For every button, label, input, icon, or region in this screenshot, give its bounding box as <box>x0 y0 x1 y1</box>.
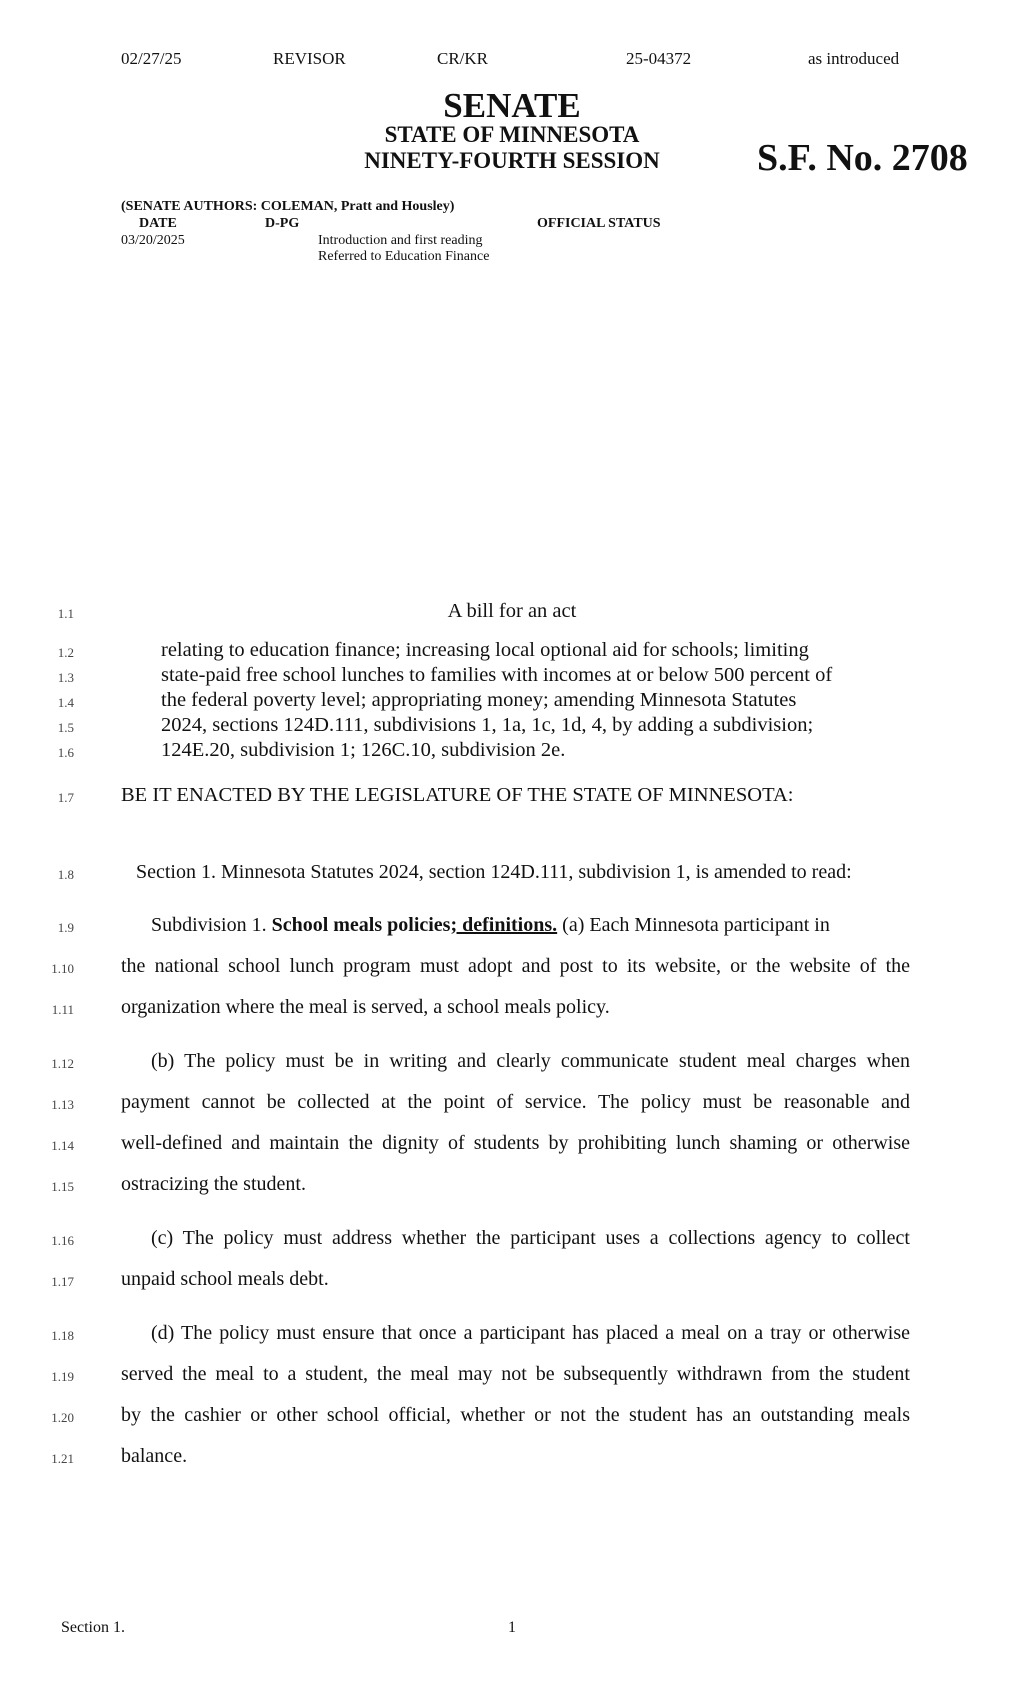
chamber-title: SENATE <box>443 86 581 125</box>
title-line: the federal poverty level; appropriating money; amending Minnesota Statutes <box>161 689 797 711</box>
title-line: state-paid free school lunches to families with incomes at or below 500 percent of <box>161 664 833 686</box>
line-number: 1.9 <box>57 920 74 935</box>
title-line: 124E.20, subdivision 1; 126C.10, subdivision 2e. <box>161 739 566 761</box>
file-number: S.F. No. 2708 <box>757 137 968 179</box>
official-status-column-label: OFFICIAL STATUS <box>537 216 661 231</box>
line-number: 1.3 <box>57 670 74 685</box>
status-entry-action: Introduction and first reading <box>318 233 483 248</box>
line-number: 1.2 <box>57 645 74 660</box>
line-number: 1.17 <box>51 1274 74 1289</box>
body-line: (c) The policy must address whether the participant uses a collections agency to collect <box>151 1227 910 1249</box>
section-heading: Section 1. Minnesota Statutes 2024, section 124D.111, subdivision 1, is amended to read: <box>136 861 852 883</box>
line-number: 1.16 <box>51 1233 74 1248</box>
dpg-column-label: D-PG <box>265 216 300 231</box>
header-status: as introduced <box>808 49 900 68</box>
line-number: 1.18 <box>51 1328 74 1343</box>
date-column-label: DATE <box>139 216 177 231</box>
inserted-text: ; definitions. <box>450 914 558 936</box>
body-line: well-defined and maintain the dignity of students by prohibiting lunch shaming or otherwise <box>121 1132 910 1154</box>
title-line: relating to education finance; increasing local optional aid for schools; limiting <box>161 639 809 661</box>
line-number: 1.1 <box>57 606 74 621</box>
header-initials: CR/KR <box>437 49 489 68</box>
status-entry-referral: Referred to Education Finance <box>318 249 490 264</box>
header-date: 02/27/25 <box>121 49 182 68</box>
body-line: organization where the meal is served, a school meals policy. <box>121 996 610 1018</box>
enacting-clause: BE IT ENACTED BY THE LEGISLATURE OF THE STATE OF MINNESOTA: <box>121 784 794 806</box>
body-line: unpaid school meals debt. <box>121 1268 329 1290</box>
body-line: payment cannot be collected at the point of service. The policy must be reasonable and <box>121 1091 910 1113</box>
subdivision-text: (a) Each Minnesota participant in <box>557 914 830 936</box>
line-number: 1.11 <box>51 1002 74 1017</box>
state-title: STATE OF MINNESOTA <box>384 122 640 147</box>
page-number: 1 <box>508 1619 516 1636</box>
title-line: 2024, sections 124D.111, subdivisions 1, 1a, 1c, 1d, 4, by adding a subdivision; <box>161 714 814 736</box>
line-number: 1.8 <box>57 867 74 882</box>
header-office: REVISOR <box>273 49 346 68</box>
body-line: by the cashier or other school official, whether or not the student has an outstanding meals <box>121 1404 910 1426</box>
line-number: 1.12 <box>51 1056 74 1071</box>
line-number: 1.15 <box>51 1179 74 1194</box>
status-entry-date: 03/20/2025 <box>121 233 185 248</box>
footer-section-label: Section 1. <box>61 1619 125 1636</box>
subdivision-heading: School meals policies <box>271 914 451 936</box>
body-line: (b) The policy must be in writing and clearly communicate student meal charges when <box>151 1050 910 1072</box>
subdivision-line <box>151 914 830 937</box>
line-number: 1.5 <box>57 720 74 735</box>
body-line: (d) The policy must ensure that once a participant has placed a meal on a tray or otherwise <box>151 1322 910 1344</box>
session-title: NINETY-FOURTH SESSION <box>364 148 660 173</box>
body-line: balance. <box>121 1445 188 1467</box>
body-line: the national school lunch program must adopt and post to its website, or the website of the <box>121 955 910 977</box>
line-number: 1.20 <box>51 1410 74 1425</box>
line-number: 1.6 <box>57 745 74 760</box>
line-number: 1.10 <box>51 961 74 976</box>
line-number: 1.4 <box>57 695 74 710</box>
line-number: 1.19 <box>51 1369 74 1384</box>
line-number: 1.21 <box>51 1451 74 1466</box>
header-doc-number: 25-04372 <box>626 49 692 68</box>
senate-authors: (SENATE AUTHORS: COLEMAN, Pratt and Housley) <box>121 199 455 214</box>
body-line: served the meal to a student, the meal may not be subsequently withdrawn from the student <box>121 1363 910 1385</box>
line-number: 1.7 <box>57 790 74 805</box>
line-number: 1.13 <box>51 1097 74 1112</box>
body-line: ostracizing the student. <box>121 1173 306 1195</box>
line-number: 1.14 <box>51 1138 74 1153</box>
subdivision-prefix: Subdivision 1. <box>151 914 272 936</box>
bill-heading: A bill for an act <box>447 600 577 622</box>
